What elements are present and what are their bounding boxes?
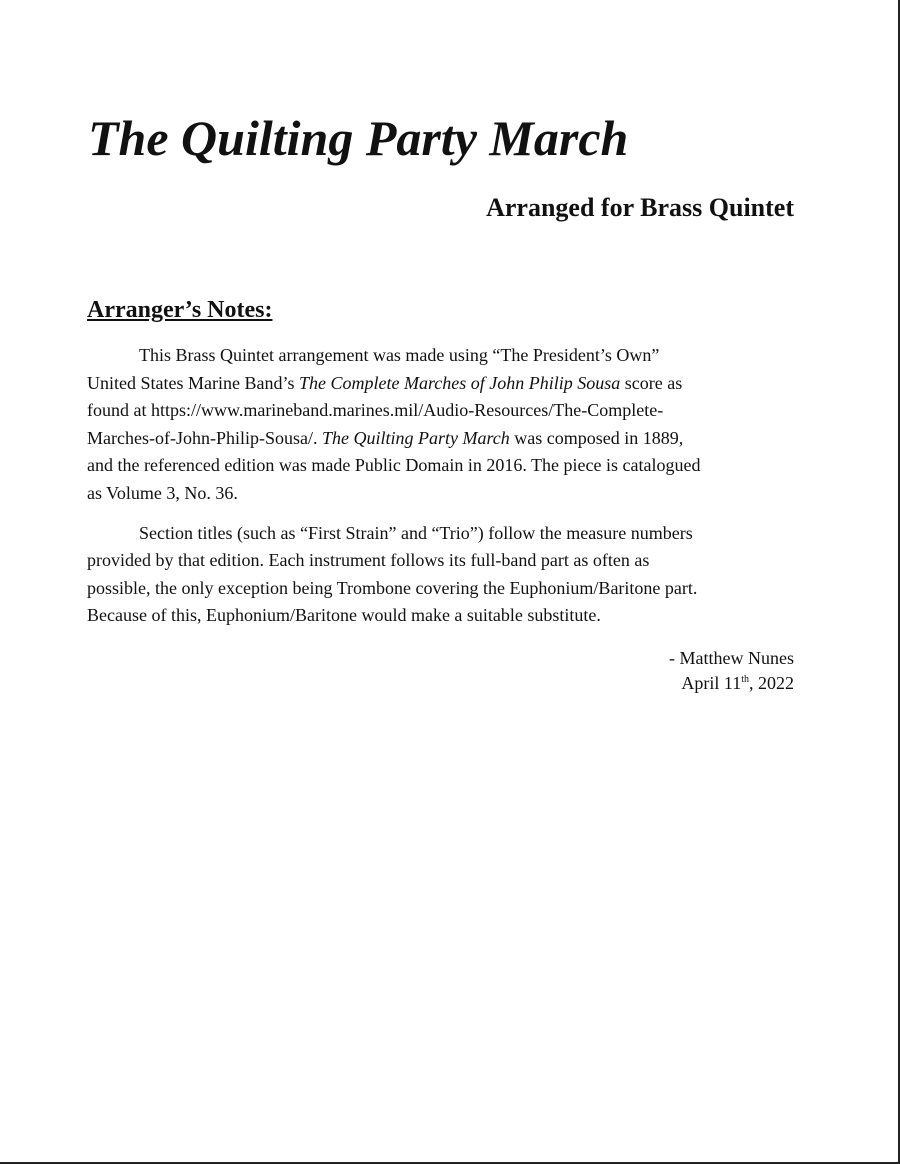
- p1-line-4: [87, 425, 797, 453]
- p2-line-3: possible, the only exception being Trombone covering the Euphonium/Baritone part.: [87, 577, 698, 598]
- p1-line-5: and the referenced edition was made Public Domain in 2016. The piece is catalogued: [87, 455, 701, 476]
- p1-line-4-pre: Marches-of-John-Philip-Sousa/.: [87, 427, 322, 448]
- notes-heading: Arranger’s Notes:: [87, 297, 273, 323]
- date-pre: April 11: [681, 673, 742, 693]
- notes-paragraph-1: [87, 342, 797, 508]
- notes-body: [87, 342, 797, 630]
- p2-line-2: provided by that edition. Each instrument follows its full-band part as often as: [87, 550, 650, 571]
- date-sup: th: [741, 674, 749, 685]
- document-subtitle: Arranged for Brass Quintet: [486, 193, 794, 222]
- p1-line-4-post: was composed in 1889,: [509, 427, 684, 448]
- p1-line-6: as Volume 3, No. 36.: [87, 482, 238, 503]
- p1-line-2: [87, 370, 797, 398]
- p1-line-2-pre: United States Marine Band’s: [87, 372, 299, 393]
- signature: [669, 646, 794, 696]
- p2-line-1: Section titles (such as “First Strain” and “Trio”) follow the measure numbers: [139, 522, 693, 543]
- p2-line-4: Because of this, Euphonium/Baritone would make a suitable substitute.: [87, 605, 601, 626]
- p1-line-2-post: score as: [620, 372, 683, 393]
- notes-paragraph-2: [87, 520, 797, 630]
- p1-march-title: The Quilting Party March: [321, 427, 510, 448]
- document-title: The Quilting Party March: [88, 110, 629, 166]
- signature-date: [669, 671, 794, 696]
- p1-book-title: The Complete Marches of John Philip Sousa: [298, 372, 621, 393]
- date-post: , 2022: [749, 673, 794, 693]
- p1-line-3: found at https://www.marineband.marines.mil/Audio-Resources/The-Complete-: [87, 400, 664, 421]
- p1-line-1: This Brass Quintet arrangement was made using “The President’s Own”: [139, 345, 660, 365]
- signature-name: - Matthew Nunes: [669, 648, 794, 668]
